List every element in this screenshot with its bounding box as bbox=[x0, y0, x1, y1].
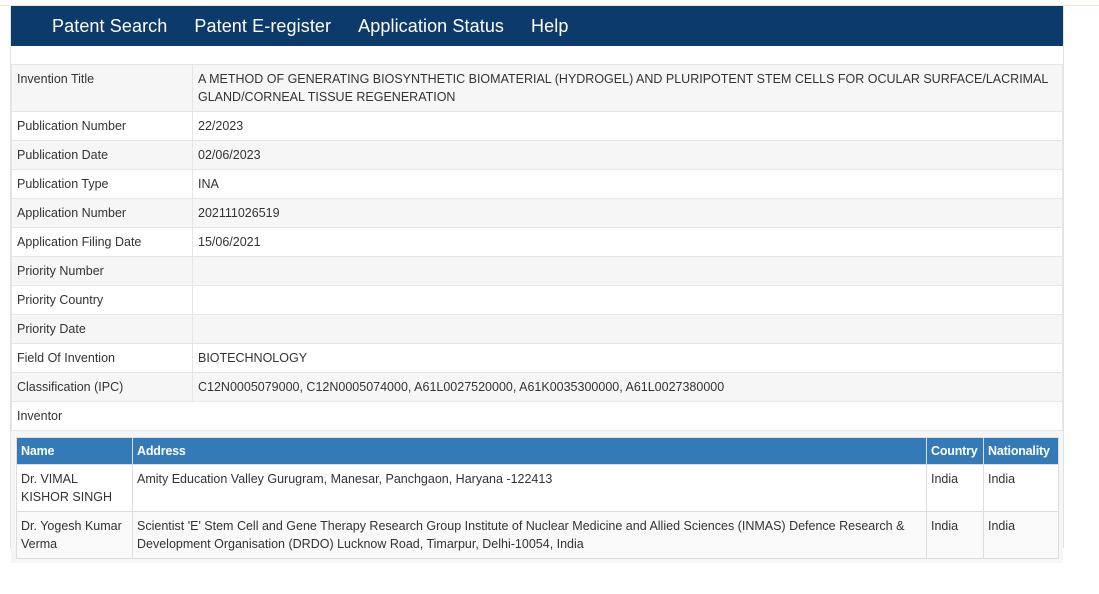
inventor-address: Scientist 'E' Stem Cell and Gene Therapy Research Group Institute of Nuclear Medicine and Allied Sciences (INMAS) Defence Research & Development Organisation (DRDO) Lucknow Road, Timarpur, Delhi-10054, India bbox=[133, 512, 927, 559]
table-row bbox=[17, 465, 1059, 512]
row-classification bbox=[12, 373, 1063, 402]
nav-patent-search[interactable]: Patent Search bbox=[52, 15, 168, 36]
label-publication-number: Publication Number bbox=[12, 112, 193, 141]
label-field-of-invention: Field Of Invention bbox=[12, 344, 193, 373]
row-application-number bbox=[12, 199, 1063, 228]
inventor-nationality: India bbox=[984, 512, 1059, 559]
patent-details-table bbox=[11, 64, 1063, 431]
row-publication-date bbox=[12, 141, 1063, 170]
row-publication-type bbox=[12, 170, 1063, 199]
value-application-filing-date: 15/06/2021 bbox=[193, 228, 1063, 257]
inventor-nationality: India bbox=[984, 465, 1059, 512]
inventor-table-wrapper bbox=[11, 431, 1063, 563]
label-priority-date: Priority Date bbox=[12, 315, 193, 344]
inventor-table bbox=[16, 437, 1059, 559]
label-priority-number: Priority Number bbox=[12, 257, 193, 286]
label-application-number: Application Number bbox=[12, 199, 193, 228]
value-classification: C12N0005079000, C12N0005074000, A61L0027520000, A61K0035300000, A61L0027380000 bbox=[193, 373, 1063, 402]
header-country: Country bbox=[927, 438, 984, 465]
label-classification: Classification (IPC) bbox=[12, 373, 193, 402]
inventor-table-header bbox=[17, 438, 1059, 465]
header-nationality: Nationality bbox=[984, 438, 1059, 465]
patent-detail-panel bbox=[10, 6, 1064, 551]
label-publication-date: Publication Date bbox=[12, 141, 193, 170]
inventor-address: Amity Education Valley Gurugram, Manesar, Panchgaon, Haryana -122413 bbox=[133, 465, 927, 512]
row-priority-date bbox=[12, 315, 1063, 344]
inventor-name: Dr. VIMAL KISHOR SINGH bbox=[17, 465, 133, 512]
row-priority-number bbox=[12, 257, 1063, 286]
label-application-filing-date: Application Filing Date bbox=[12, 228, 193, 257]
value-priority-number bbox=[193, 257, 1063, 286]
nav-help[interactable]: Help bbox=[531, 15, 569, 36]
nav-patent-e-register[interactable]: Patent E-register bbox=[194, 15, 332, 36]
value-publication-number: 22/2023 bbox=[193, 112, 1063, 141]
value-invention-title: A METHOD OF GENERATING BIOSYNTHETIC BIOMATERIAL (HYDROGEL) AND PLURIPOTENT STEM CELLS FOR OCULAR SURFACE/LACRIMAL GLAND/CORNEAL TISSUE REGENERATION bbox=[193, 65, 1063, 112]
inventor-country: India bbox=[927, 512, 984, 559]
table-row bbox=[17, 512, 1059, 559]
spacer bbox=[11, 46, 1063, 64]
value-priority-date bbox=[193, 315, 1063, 344]
value-field-of-invention: BIOTECHNOLOGY bbox=[193, 344, 1063, 373]
header-address: Address bbox=[133, 438, 927, 465]
top-navbar bbox=[11, 6, 1063, 46]
row-publication-number bbox=[12, 112, 1063, 141]
inventor-country: India bbox=[927, 465, 984, 512]
row-invention-title bbox=[12, 65, 1063, 112]
value-application-number: 202111026519 bbox=[193, 199, 1063, 228]
inventor-name: Dr. Yogesh Kumar Verma bbox=[17, 512, 133, 559]
row-application-filing-date bbox=[12, 228, 1063, 257]
row-priority-country bbox=[12, 286, 1063, 315]
header-name: Name bbox=[17, 438, 133, 465]
value-publication-type: INA bbox=[193, 170, 1063, 199]
label-priority-country: Priority Country bbox=[12, 286, 193, 315]
value-priority-country bbox=[193, 286, 1063, 315]
nav-application-status[interactable]: Application Status bbox=[358, 15, 505, 36]
label-inventor: Inventor bbox=[12, 402, 1063, 431]
value-publication-date: 02/06/2023 bbox=[193, 141, 1063, 170]
label-publication-type: Publication Type bbox=[12, 170, 193, 199]
label-invention-title: Invention Title bbox=[12, 65, 193, 112]
row-field-of-invention bbox=[12, 344, 1063, 373]
row-inventor bbox=[12, 402, 1063, 431]
